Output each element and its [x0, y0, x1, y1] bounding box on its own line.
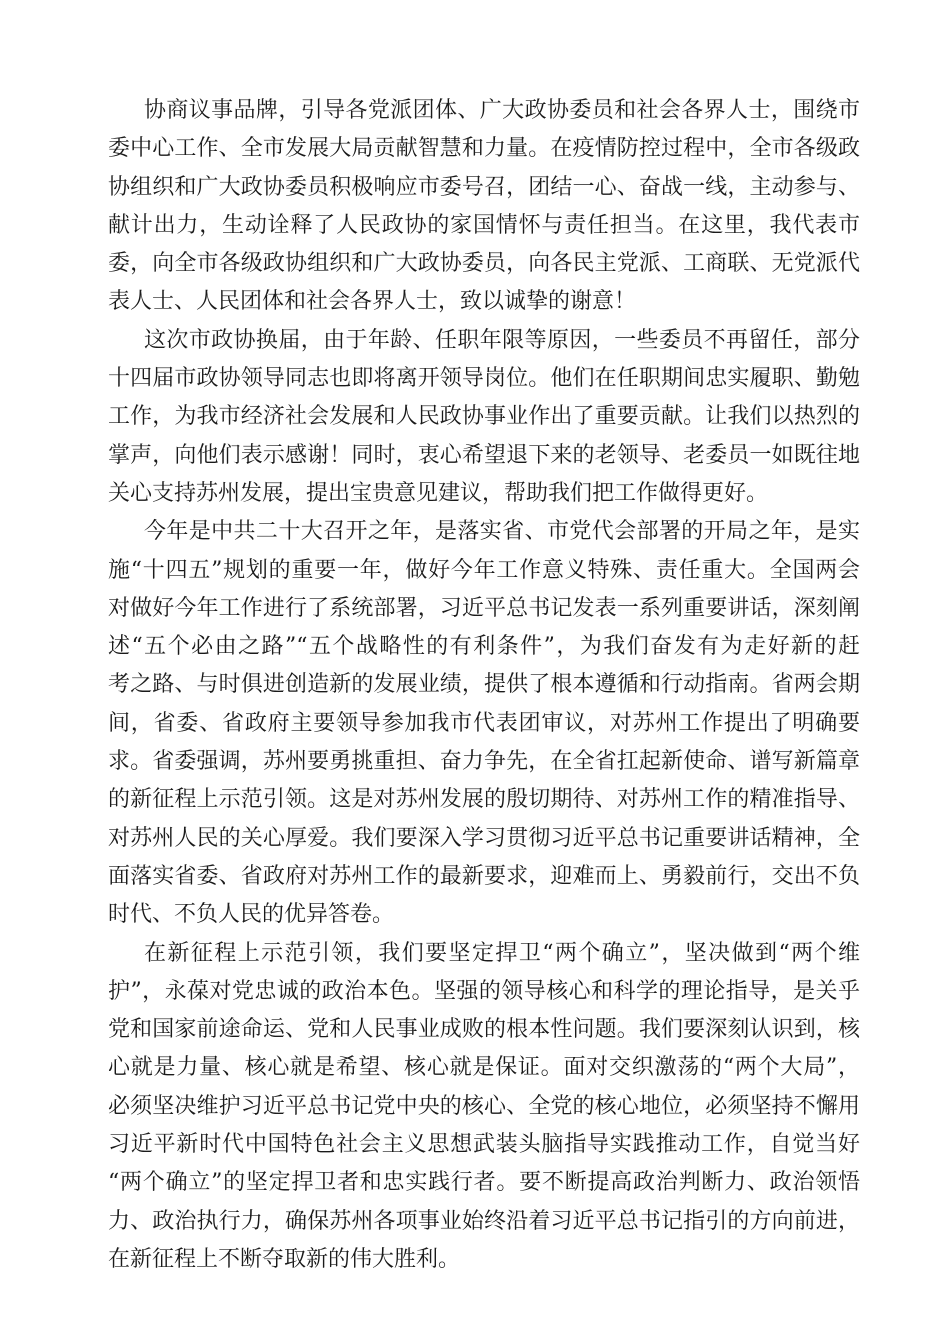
- text-line: 间，省委、省政府主要领导参加我市代表团审议，对苏州工作提出了明确要: [108, 710, 860, 736]
- text-line: 委，向全市各级政协组织和广大政协委员，向各民主党派、工商联、无党派代: [108, 251, 860, 277]
- paragraph-1: [108, 92, 860, 322]
- text-line: 十四届市政协领导同志也即将离开领导岗位。他们在任职期间忠实履职、勤勉: [108, 366, 860, 392]
- text-line: 述“五个必由之路”“五个战略性的有利条件”，为我们奋发有为走好新的赶: [108, 634, 860, 660]
- text-line: 施“十四五”规划的重要一年，做好今年工作意义特殊、责任重大。全国两会: [108, 557, 860, 583]
- text-line: 表人士、人民团体和社会各界人士，致以诚挚的谢意！: [108, 289, 637, 315]
- text-line: 关心支持苏州发展，提出宝贵意见建议，帮助我们把工作做得更好。: [108, 480, 769, 506]
- text-line: 在新征程上示范引领，我们要坚定捍卫“两个确立”，坚决做到“两个维: [144, 940, 860, 966]
- text-line: 掌声，向他们表示感谢！同时，衷心希望退下来的老领导、老委员一如既往地: [108, 442, 860, 468]
- text-line: 这次市政协换届，由于年龄、任职年限等原因，一些委员不再留任，部分: [144, 327, 860, 353]
- text-line: 委中心工作、全市发展大局贡献智慧和力量。在疫情防控过程中，全市各级政: [108, 136, 860, 162]
- text-line: 必须坚决维护习近平总书记党中央的核心、全党的核心地位，必须坚持不懈用: [108, 1093, 860, 1119]
- text-line: 求。省委强调，苏州要勇挑重担、奋力争先，在全省扛起新使命、谱写新篇章: [108, 749, 860, 775]
- text-line: 对做好今年工作进行了系统部署，习近平总书记发表一系列重要讲话，深刻阐: [108, 595, 860, 621]
- text-line: 面落实省委、省政府对苏州工作的最新要求，迎难而上、勇毅前行，交出不负: [108, 863, 860, 889]
- text-line: 工作，为我市经济社会发展和人民政协事业作出了重要贡献。让我们以热烈的: [108, 404, 860, 430]
- text-line: 力、政治执行力，确保苏州各项事业始终沿着习近平总书记指引的方向前进，: [108, 1208, 860, 1234]
- paragraph-2: [108, 322, 860, 513]
- document-body: [108, 92, 860, 1279]
- text-line: 心就是力量、核心就是希望、核心就是保证。面对交织激荡的“两个大局”，: [108, 1055, 860, 1081]
- text-line: 对苏州人民的关心厚爱。我们要深入学习贯彻习近平总书记重要讲话精神，全: [108, 825, 860, 851]
- text-line: 协商议事品牌，引导各党派团体、广大政协委员和社会各界人士，围绕市: [144, 98, 860, 123]
- text-line: 协组织和广大政协委员积极响应市委号召，团结一心、奋战一线，主动参与、: [108, 174, 860, 200]
- paragraph-3: [108, 513, 860, 934]
- text-line: 考之路、与时俱进创造新的发展业绩，提供了根本遵循和行动指南。省两会期: [108, 672, 860, 698]
- text-line: 在新征程上不断夺取新的伟大胜利。: [108, 1246, 461, 1272]
- text-line: 党和国家前途命运、党和人民事业成败的根本性问题。我们要深刻认识到，核: [108, 1017, 860, 1043]
- text-line: 护”，永葆对党忠诚的政治本色。坚强的领导核心和科学的理论指导，是关乎: [108, 978, 860, 1004]
- text-line: “两个确立”的坚定捍卫者和忠实践行者。要不断提高政治判断力、政治领悟: [108, 1170, 860, 1196]
- text-line: 今年是中共二十大召开之年，是落实省、市党代会部署的开局之年，是实: [144, 519, 860, 545]
- text-line: 的新征程上示范引领。这是对苏州发展的殷切期待、对苏州工作的精准指导、: [108, 787, 860, 813]
- text-line: 献计出力，生动诠释了人民政协的家国情怀与责任担当。在这里，我代表市: [108, 212, 860, 238]
- text-line: 时代、不负人民的优异答卷。: [108, 902, 395, 928]
- paragraph-4: [108, 935, 860, 1280]
- text-line: 习近平新时代中国特色社会主义思想武装头脑指导实践推动工作，自觉当好: [108, 1132, 860, 1158]
